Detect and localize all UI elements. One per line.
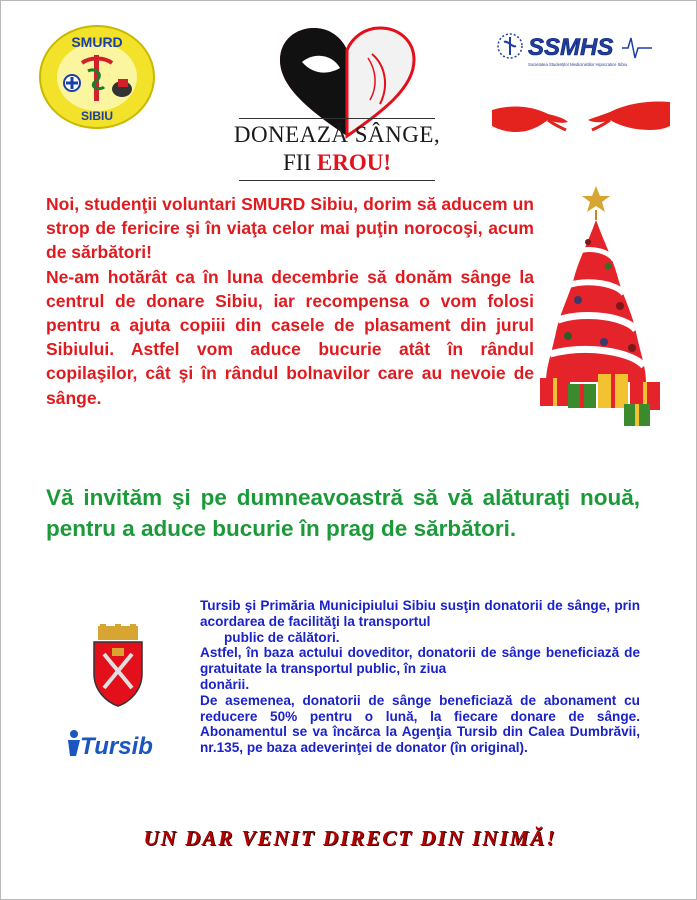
bottom-slogan: UN DAR VENIT DIRECT DIN INIMĂ!: [143, 826, 557, 850]
slogan-line2-highlight: EROU!: [316, 150, 391, 175]
transport-paragraph-2: Astfel, în baza actului doveditor, donatorii de sânge beneficiază de gratuitate la transportul public, în ziua: [200, 645, 640, 677]
transport-paragraph-3: De asemenea, donatorii de sânge beneficiază de abonament cu reducere 50% pentru o lună, la fiecare donare de sânge. Abonamentul se va încărca la Agenţia Tursib din Calea Dumbrăvii, nr.135, pe baza adeverinţei de donator (în original).: [200, 692, 640, 756]
invitation-paragraph: Vă invităm şi pe dumneavoastră să vă alăturaţi nouă, pentru a aduce bucurie în prag de sărbători.: [46, 485, 640, 541]
intro-text: [46, 192, 534, 410]
slogan-line2: [232, 149, 442, 177]
smurd-top-text: SMURD: [71, 34, 123, 50]
tursib-logo: [62, 726, 172, 760]
slogan: [232, 118, 442, 181]
slogan-top-rule: [239, 118, 435, 119]
ssmhs-logo: [494, 28, 654, 72]
transport-info-text: [200, 598, 640, 756]
slogan-bottom-rule: [239, 180, 435, 181]
slogan-line1: DONEAZĂ SÂNGE,: [233, 122, 441, 147]
ssmhs-name: SSMHS: [528, 34, 614, 61]
hands-illustration: [492, 96, 670, 142]
transport-paragraph-1: Tursib şi Primăria Municipiului Sibiu susţin donatorii de sânge, prin acordarea de facilităţi la transportul: [200, 598, 640, 629]
christmas-tree-illustration: [528, 182, 678, 432]
sibiu-crest-logo: [90, 624, 146, 708]
slogan-line2-prefix: FII: [283, 150, 317, 175]
smurd-bottom-text: SIBIU: [80, 109, 114, 123]
smurd-logo: [38, 25, 156, 130]
intro-paragraph-2: Ne-am hotărât ca în luna decembrie să donăm sânge la centrul de donare Sibiu, iar recompensa o vom folosi pentru a ajuta copiii din casele de plasament din jurul Sibiului. Astfel vom aduce bucurie atât în rândul copilaşilor, cât şi în rândul bolnavilor care au nevoie de sânge.: [46, 266, 534, 408]
intro-paragraph-1: Noi, studenţii voluntari SMURD Sibiu, dorim să aducem un strop de fericire şi în viaţa celor mai puţin norocoşi, acum de sărbători!: [46, 194, 534, 263]
ssmhs-subtitle: Societatea Studenților Medicinistilor Hipocratice Sibiu: [528, 62, 627, 67]
tursib-text: Tursib: [80, 733, 153, 760]
invitation-text: [46, 482, 640, 544]
transport-paragraph-1-tail: public de călători.: [224, 629, 340, 645]
transport-paragraph-2-tail: donării.: [200, 676, 250, 692]
